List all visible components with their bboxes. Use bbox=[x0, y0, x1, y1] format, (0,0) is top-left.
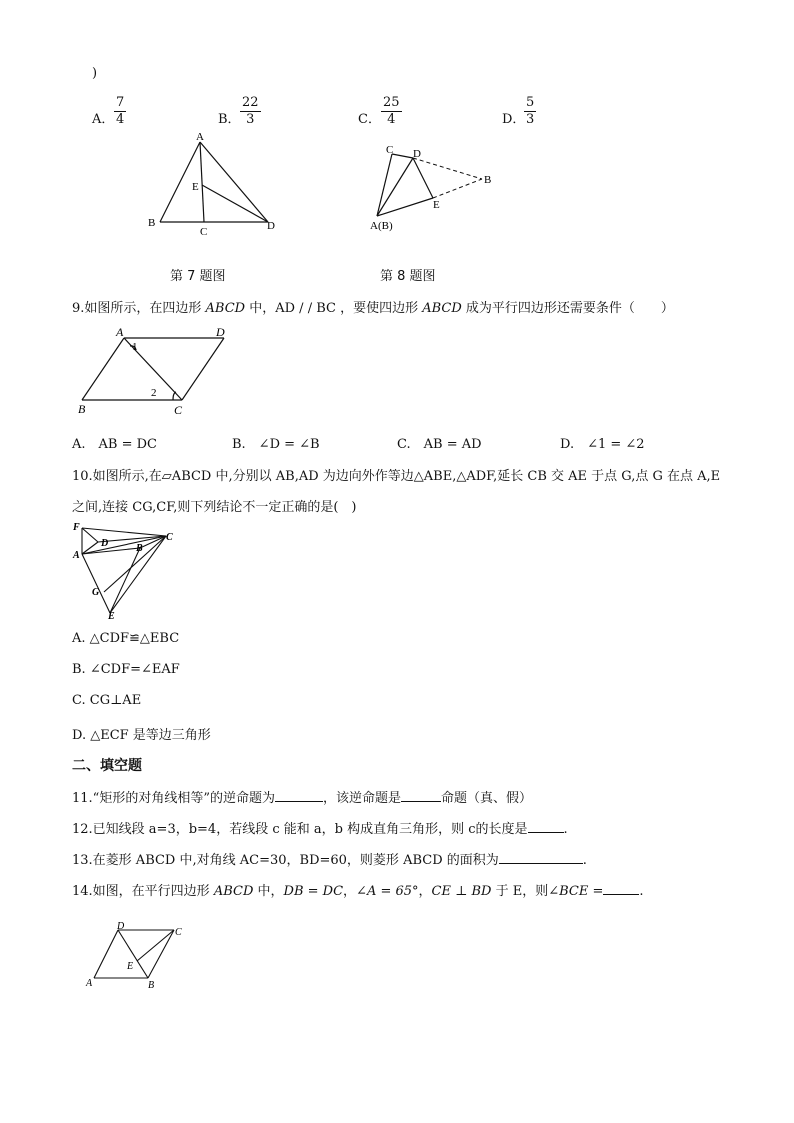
q10-option-c: C. CG⊥AE bbox=[72, 693, 142, 708]
q10-option-d: D. △ECF 是等边三角形 bbox=[72, 728, 211, 743]
fig8-label-ab: A(B) bbox=[370, 220, 393, 232]
fig14-label-e: E bbox=[127, 961, 134, 972]
fig10-label-g: G bbox=[92, 587, 100, 598]
q9-option-a: A. AB = DC bbox=[72, 437, 157, 452]
fig9-label-c: C bbox=[174, 403, 183, 417]
q11-blank-2 bbox=[401, 801, 441, 802]
fig7-label-e: E bbox=[192, 181, 199, 193]
fig9-label-a: A bbox=[116, 325, 124, 339]
figure-9 bbox=[72, 322, 242, 417]
fig8-label-e: E bbox=[433, 199, 440, 211]
q8-option-a-letter: A． bbox=[92, 112, 115, 127]
fig7-label-d: D bbox=[267, 220, 275, 232]
figure-8 bbox=[360, 140, 510, 240]
fig10-label-c: C bbox=[166, 532, 173, 543]
q12: 12.已知线段 a=3，b=4，若线段 c 能和 a，b 构成直角三角形，则 c的长度是 . bbox=[72, 822, 568, 837]
figure-10 bbox=[70, 520, 180, 620]
fig10-label-e: E bbox=[108, 611, 115, 620]
q13: 13.在菱形 ABCD 中,对角线 AC=30，BD=60，则菱形 ABCD 的面积为 . bbox=[72, 853, 587, 868]
fig10-label-a: A bbox=[73, 550, 80, 561]
fig7-label-a: A bbox=[196, 131, 204, 143]
figure-7 bbox=[140, 128, 290, 238]
q8-option-b-fraction: $\frac{22}{3}$ bbox=[242, 95, 259, 127]
fig14-label-d: D bbox=[117, 921, 125, 932]
q9-option-b: B. ∠D = ∠B bbox=[232, 437, 320, 452]
fig9-label-d: D bbox=[216, 325, 225, 339]
q13-blank bbox=[499, 863, 583, 864]
q8-option-d-letter: D． bbox=[502, 112, 526, 127]
fig9-angle-1: 1 bbox=[132, 341, 138, 353]
q8-option-a-fraction: $\frac{7}{4}$ bbox=[116, 95, 125, 127]
fig14-label-c: C bbox=[175, 927, 182, 938]
q8-option-c-letter: C． bbox=[358, 112, 381, 127]
fig14-label-a: A bbox=[86, 978, 93, 989]
q8-closing-paren: ) bbox=[92, 66, 98, 81]
fig8-label-b: B bbox=[484, 174, 492, 186]
q9-stem: 9.如图所示，在四边形 ABCD 中，AD / / BC ，要使四边形 ABCD 成为平行四边形还需要条件（ ） bbox=[72, 301, 674, 316]
fig8-label-c: C bbox=[386, 144, 394, 156]
q12-blank bbox=[528, 832, 564, 833]
fig7-caption: 第 7 题图 bbox=[170, 269, 226, 284]
q9-option-d: D. ∠1 = ∠2 bbox=[560, 437, 645, 452]
q10-option-a: A. △CDF≌△EBC bbox=[72, 631, 180, 646]
fig9-label-b: B bbox=[78, 402, 86, 416]
fig7-label-b: B bbox=[148, 217, 156, 229]
fig9-angle-2: 2 bbox=[151, 387, 157, 399]
fig10-label-d: D bbox=[101, 538, 109, 549]
figure-14 bbox=[82, 918, 192, 993]
q8-option-b-letter: B． bbox=[218, 112, 241, 127]
q11: 11.“矩形的对角线相等”的逆命题为 ，该逆命题是 命题（真、假） bbox=[72, 791, 532, 806]
section-title-fill-in: 二、填空题 bbox=[72, 758, 142, 774]
q8-option-d-fraction: $\frac{5}{3}$ bbox=[526, 95, 535, 127]
q9-option-c: C. AB = AD bbox=[397, 437, 482, 452]
q8-option-c-fraction: $\frac{25}{4}$ bbox=[383, 95, 400, 127]
fig10-label-b: B bbox=[136, 543, 143, 554]
fig10-label-f: F bbox=[73, 522, 80, 533]
q11-blank-1 bbox=[275, 801, 323, 802]
q10-option-b: B. ∠CDF=∠EAF bbox=[72, 662, 180, 677]
q10-stem-line2: 之间,连接 CG,CF,则下列结论不一定正确的是( ) bbox=[72, 500, 357, 515]
q10-stem-line1: 10.如图所示,在▱ABCD 中,分别以 AB,AD 为边向外作等边△ABE,△ADF,延长 CB 交 AE 于点 G,点 G 在点 A,E bbox=[72, 469, 721, 484]
fig7-label-c: C bbox=[200, 226, 208, 238]
q14-blank bbox=[603, 894, 639, 895]
fig8-caption: 第 8 题图 bbox=[380, 269, 436, 284]
q14: 14.如图，在平行四边形 ABCD 中，DB = DC，∠A = 65°，CE ⊥ BD 于 E，则∠BCE = . bbox=[72, 884, 644, 899]
fig8-label-d: D bbox=[413, 148, 421, 160]
fig14-label-b: B bbox=[148, 980, 155, 991]
